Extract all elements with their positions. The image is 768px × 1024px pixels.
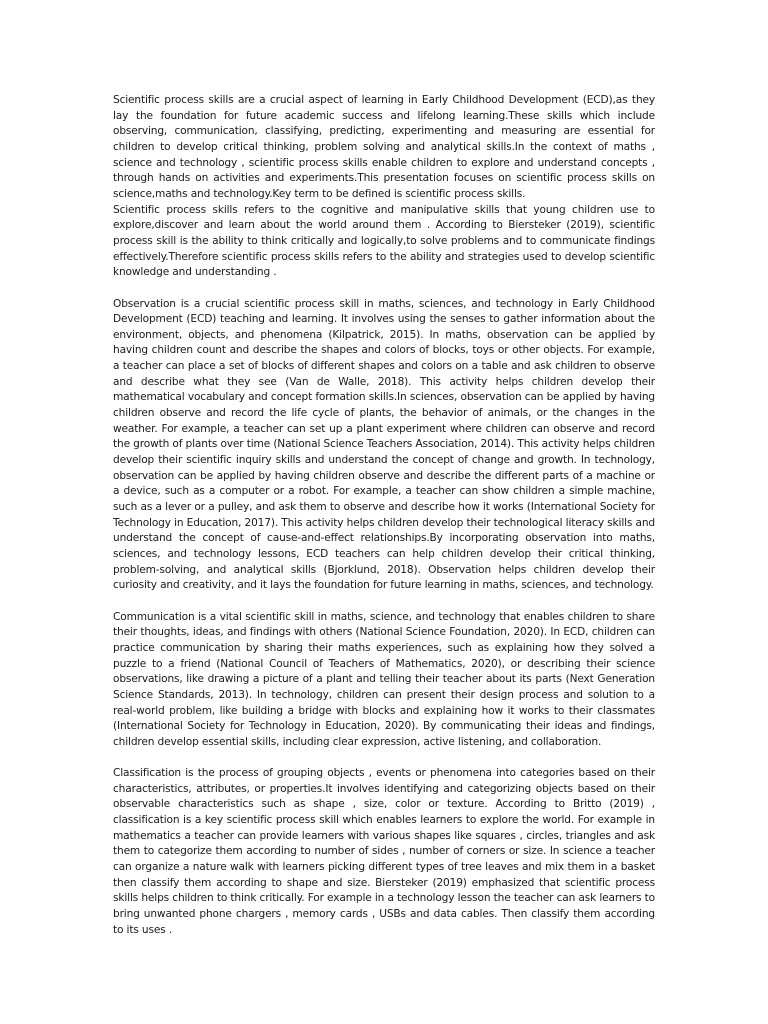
paragraph-observation: Observation is a crucial scientific process skill in maths, sciences, and technology in Early Childhood Development (ECD) teaching and learning. It involves using the senses to gather information about the environment, objects, and phenomena (Kilpatrick, 2015). In maths, observation can be applied by having children count and describe the shapes and colors of blocks, toys or other objects. For example, a teacher can place a set of blocks of different shapes and colors on a table and ask children to observe and describe what they see (Van de Walle, 2018). This activity helps children develop their mathematical vocabulary and concept formation skills.In sciences, observation can be applied by having children observe and record the life cycle of plants, the behavior of animals, or the changes in the weather. For example, a teacher can set up a plant experiment where children can observe and record the growth of plants over time (National Science Teachers Association, 2014). This activity helps children develop their scientific inquiry skills and understand the concept of change and growth. In technology, observation can be applied by having children observe and describe the different parts of a machine or a device, such as a computer or a robot. For example, a teacher can show children a simple machine, such as a lever or a pulley, and ask them to observe and describe how it works (International Society for Technology in Education, 2017). This activity helps children develop their technological literacy skills and understand the concept of cause-and-effect relationships.By incorporating observation into maths, sciences, and technology lessons, ECD teachers can help children develop their critical thinking, problem-solving, and analytical skills (Bjorklund, 2018). Observation helps children develop their curiosity and creativity, and it lays the foundation for future learning in maths, sciences, and technology. (113, 297, 655, 592)
paragraph-communication: Communication is a vital scientific skill in maths, science, and technology that enables children to share their thoughts, ideas, and findings with others (National Science Foundation, 2020). In ECD, children can practice communication by sharing their maths experiences, such as explaining how they solved a puzzle to a friend (National Council of Teachers of Mathematics, 2020), or describing their science observations, like drawing a picture of a plant and telling their teacher about its parts (Next Generation Science Standards, 2013). In technology, children can present their design process and solution to a real-world problem, like building a bridge with blocks and explaining how it works to their classmates (International Society for Technology in Education, 2020). By communicating their ideas and findings, children develop essential skills, including clear expression, active listening, and collaboration. (113, 610, 655, 748)
paragraph-definition: Scientific process skills refers to the cognitive and manipulative skills that young children use to explore,discover and learn about the world around them . According to Biersteker (2019), scientific process skill is the ability to think critically and logically,to solve problems and to communicate findings effectively.Therefore scientific process skills refers to the ability and strategies used to develop scientific knowledge and understanding . (113, 203, 655, 279)
paragraph-introduction: Scientific process skills are a crucial aspect of learning in Early Childhood Development (ECD),as they lay the foundation for future academic success and lifelong learning.These skills which include observing, communication, classifying, predicting, experimenting and measuring are essential for children to develop critical thinking, problem solving and analytical skills.In the context of maths , science and technology , scientific process skills enable children to explore and understand concepts , through hands on activities and experiments.This presentation focuses on scientific process skills on science,maths and technology.Key term to be defined is scientific process skills. (113, 94, 655, 200)
paragraph-classification: Classification is the process of grouping objects , events or phenomena into categories based on their characteristics, attributes, or properties.It involves identifying and categorizing objects based on their observable characteristics such as shape , size, color or texture. According to Britto (2019) , classification is a key scientific process skill which enables learners to explore the world. For example in mathematics a teacher can provide learners with various shapes like squares , circles, triangles and ask them to categorize them according to number of sides , number of corners or size. In science a teacher can organize a nature walk with learners picking different types of tree leaves and mix them in a basket then classify them according to shape and size. Biersteker (2019) emphasized that scientific process skills helps children to think critically. For example in a technology lesson the teacher can ask learners to bring unwanted phone chargers , memory cards , USBs and data cables. Then classify them according to its uses . (113, 767, 655, 936)
document-body (113, 93, 655, 938)
